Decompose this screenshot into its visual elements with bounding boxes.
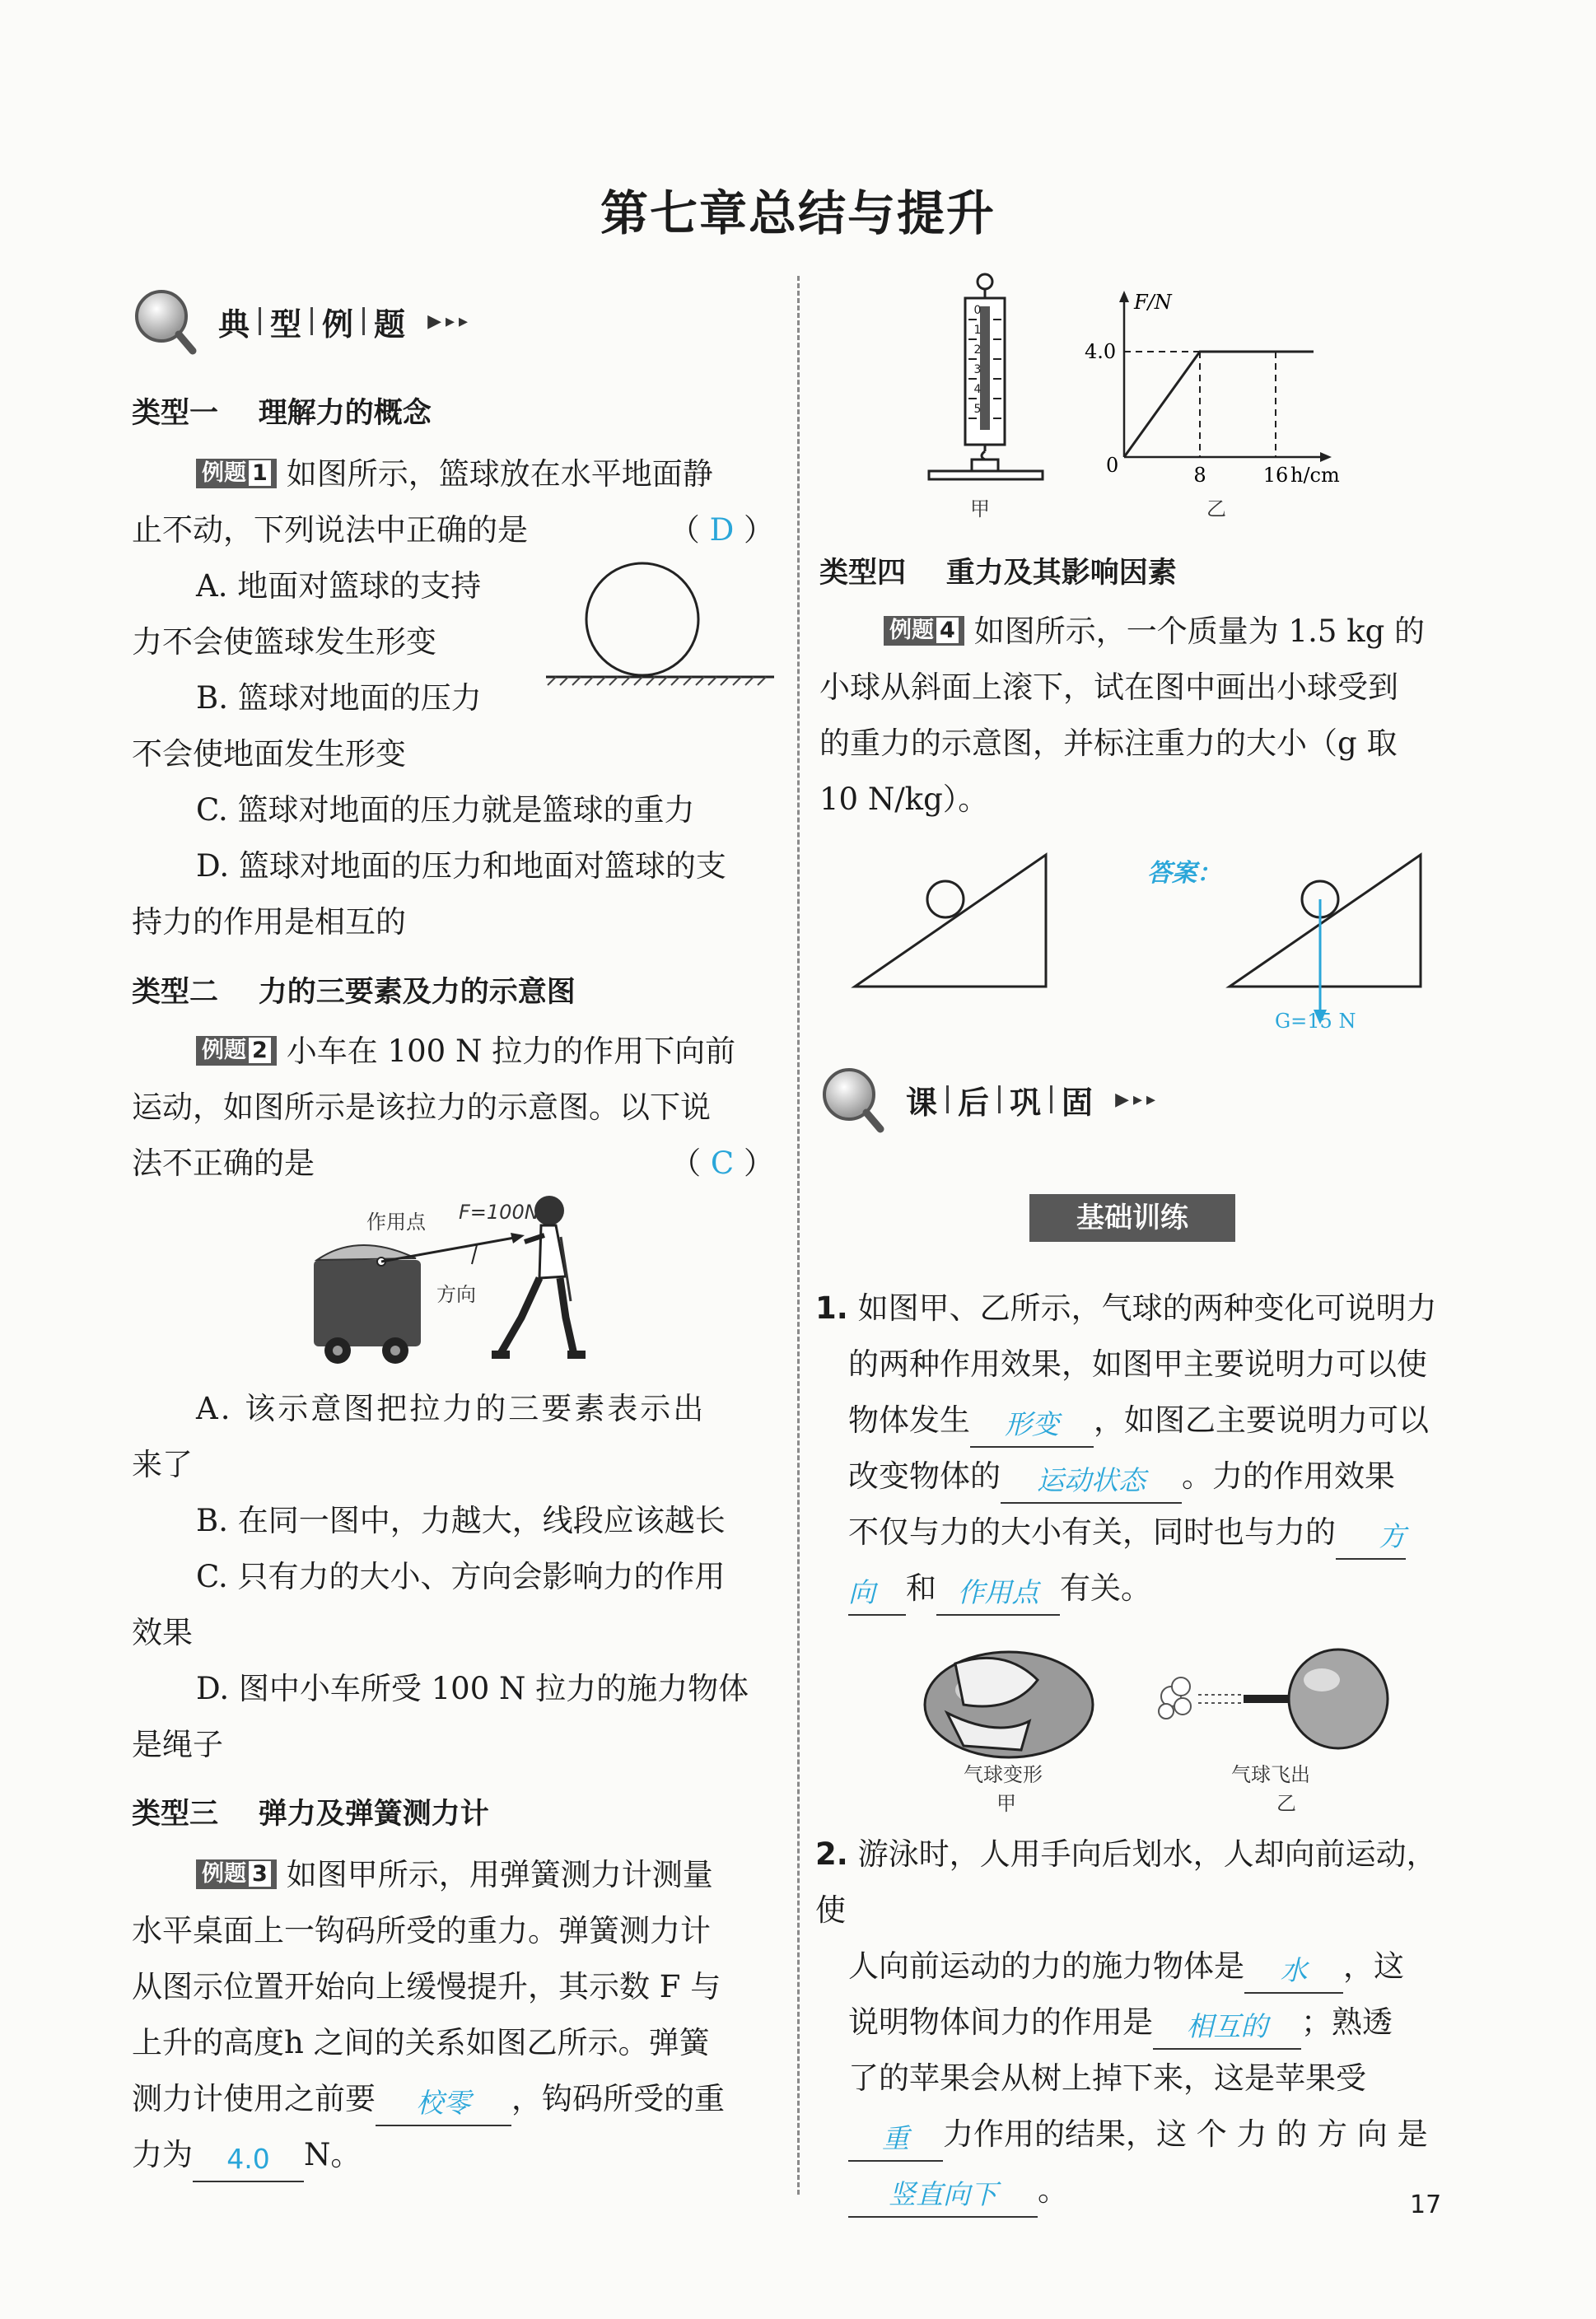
section-header-review	[819, 1062, 1160, 1136]
example-2: 例题 2 小车在 100 N 拉力的作用下向前 运动，如图所示是该拉力的示意图。以下说 法不正确的是 （ C ）	[132, 1024, 774, 1192]
answer-blank: 重	[848, 2116, 943, 2162]
type-heading-2: 类型二 力的三要素及力的示意图	[132, 976, 576, 1009]
chart-xtick-label: 16	[1262, 464, 1289, 487]
magnifier-icon	[819, 1065, 885, 1134]
balloon-fly-figure	[1153, 1647, 1392, 1762]
chart-xlabel: h/cm	[1290, 464, 1340, 487]
basketball-figure	[539, 560, 778, 692]
answer-blank: 形变	[970, 1402, 1094, 1448]
page-number: 17	[1410, 2191, 1442, 2219]
chart-xtick-label: 8	[1193, 464, 1206, 487]
fig-label-yi: 乙	[1206, 497, 1226, 520]
fig-label-force: F=100N	[459, 1201, 539, 1224]
section-char: 巩	[1010, 1084, 1042, 1121]
magnifier-icon	[132, 287, 198, 356]
gravity-label: G=15 N	[1275, 1010, 1356, 1033]
caption-jia: 甲	[996, 1792, 1016, 1815]
example-tag: 例题 4	[884, 616, 964, 646]
type-heading-4: 类型四 重力及其影响因素	[819, 557, 1177, 590]
answer-blank: 水	[1244, 1948, 1343, 1994]
chart-y-arrow	[1119, 291, 1129, 302]
question-2: 2. 游泳时，人用手向后划水，人却向前运动，使 人向前运动的力的施力物体是 水 ，这 说明物体间力的作用是 相互的 ；熟透 了的苹果会从树上掉下来，这是苹果受 重 力作用的结果，这 个 力 的 方 向 是 竖直向下 。	[815, 1827, 1466, 2219]
chart-ytick-label: 4.0	[1085, 340, 1117, 363]
scale-marks-left: 0 1 2 3 4 5	[973, 304, 982, 416]
answer-blank: 4.0	[193, 2137, 304, 2182]
caption-fly: 气球飞出	[1231, 1763, 1310, 1786]
column-divider	[797, 276, 800, 2195]
incline-answer-figure	[1223, 848, 1429, 1034]
chart-series-line	[1124, 352, 1314, 457]
answer-blank: 作用点	[936, 1570, 1060, 1616]
force-height-chart	[1075, 284, 1346, 490]
answer-blank: 方	[1336, 1514, 1406, 1560]
fig-label-direction: 方向	[436, 1283, 476, 1306]
answer-blank: 向	[848, 1570, 906, 1616]
basic-training-banner: 基础训练	[1029, 1194, 1235, 1242]
question-1: 1. 如图甲、乙所示，气球的两种变化可说明力 的两种作用效果，如图甲主要说明力可以使 物体发生 形变 ，如图乙主要说明力可以 改变物体的 运动状态 。力的作用效果 不仅与力的大小有关，同时也与力的 方 向 和 作用点 有关。	[815, 1281, 1466, 1617]
example-3: 例题 3 如图甲所示，用弹簧测力计测量 水平桌面上一钩码所受的重力。弹簧测力计 从图示位置开始向上缓慢提升，其示数 F 与 上升的高度h 之间的关系如图乙所示。弹簧 测力计使用之前要 校零 ，钩码所受的重 力为 4.0 N。	[132, 1847, 774, 2183]
arrow-icon: ▶▸▸	[427, 310, 473, 332]
page-title: 第七章总结与提升	[600, 185, 996, 241]
chart-ylabel: F/N	[1134, 291, 1172, 314]
type-heading-1: 类型一 理解力的概念	[132, 397, 432, 430]
section-char: 型	[270, 306, 302, 343]
example-tag: 例题 3	[196, 1859, 277, 1889]
fig-label-jia: 甲	[970, 497, 990, 520]
spring-scale-figure	[922, 272, 1054, 482]
answer-bracket: （ C ）	[670, 1146, 774, 1181]
caption-yi: 乙	[1276, 1792, 1296, 1815]
chart-x-arrow	[1320, 452, 1332, 462]
incline-figure	[848, 848, 1054, 992]
answer-blank: 竖直向下	[848, 2172, 1038, 2218]
section-char: 固	[1062, 1084, 1094, 1121]
answer-label: 答案：	[1147, 859, 1221, 888]
section-char: 课	[906, 1084, 938, 1121]
balloon-deform-figure	[914, 1647, 1104, 1762]
section-char: 后	[958, 1084, 990, 1121]
chart-origin-label: 0	[1106, 454, 1119, 477]
example-1: 例题 1 如图所示，篮球放在水平地面静 止不动，下列说法中正确的是 （ D ） A. 地面对篮球的支持 力不会使篮球发生形变 B. 篮球对地面的压力 不会使地面发生形变 C. 篮球对地面的压力就是篮球的重力 D. 篮球对地面的压力和地面对篮球的支 持力的作用是相互的	[132, 456, 774, 940]
section-char: 典	[218, 306, 250, 343]
example-tag: 例题 2	[196, 1036, 277, 1066]
answer-bracket: （ D ）	[669, 512, 774, 548]
answer-blank: 校零	[376, 2081, 511, 2126]
answer-blank: 运动状态	[1001, 1458, 1182, 1504]
example-tag: 例题 1	[196, 459, 277, 488]
example-4: 例题 4 如图所示，一个质量为 1.5 kg 的 小球从斜面上滚下，试在图中画出小球受到 的重力的示意图，并标注重力的大小（g 取 10 N/kg）。	[819, 614, 1426, 817]
section-char: 例	[322, 306, 354, 343]
caption-deform: 气球变形	[964, 1763, 1043, 1786]
fig-label-point: 作用点	[366, 1211, 426, 1234]
section-header-examples	[132, 284, 472, 358]
example-2-options: A. 该示意图把拉力的三要素表示出 来了 B. 在同一图中，力越大，线段应该越长 C. 只有力的大小、方向会影响力的作用 效果 D. 图中小车所受 100 N 拉力的施力物体 是绳子	[132, 1391, 749, 1762]
arrow-icon: ▶▸▸	[1115, 1089, 1160, 1110]
answer-blank: 相互的	[1153, 2004, 1301, 2050]
section-char: 题	[374, 306, 406, 343]
type-heading-3: 类型三 弹力及弹簧测力计	[132, 1798, 489, 1831]
